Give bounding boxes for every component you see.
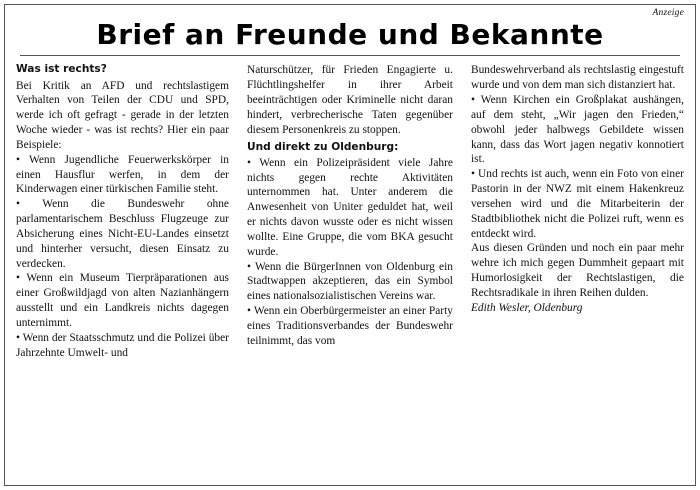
paragraph: • Wenn ein Oberbürgermeister an einer Party eines Traditionsverbandes der Bundeswehr teilnimmt, das vom <box>246 305 453 347</box>
paragraph: • Wenn Jugendliche Feuerwerkskörper in einen Hausflur werfen, in dem der Kinderwagen einer türkischen Familie steht. <box>16 153 229 196</box>
page-title: Brief an Freunde und Bekannte <box>96 18 604 51</box>
paragraph: • Wenn die BürgerInnen von Oldenburg ein Stadtwappen akzeptieren, das ein Symbol eines nationalsozialistischen Vereins war. <box>246 260 453 303</box>
paragraph: • Wenn Kirchen ein Großplakat aushängen, auf dem steht, „Wir jagen den Frieden,“ obwohl jeder halbwegs Gebildete wissen kann, dass das Wort jagen negativ konnotiert ist. <box>470 94 684 166</box>
paragraph: Naturschützer, für Frieden Engagierte u. Flüchtlingshelfer in ihrer Arbeit beeinträchtigen oder Kriminelle nicht daran hindert, verbrecherische Taten gegenüber diesem Personenkreis zu stoppen. <box>246 64 453 136</box>
paragraph: • Wenn der Staatsschmutz und die Polizei über Jahrzehnte Umwelt- und <box>16 331 229 359</box>
paragraph: Bei Kritik an AFD und rechtslastigem Verhalten von Teilen der CDU und SPD, werde ich oft gefragt - gerade in der letzten Woche wieder - was ist rechts? Hier ein paar Beispiele: <box>16 79 229 151</box>
column-three <box>462 63 686 315</box>
column-two-subhead: Und direkt zu Oldenburg: <box>246 140 399 153</box>
column-one <box>14 63 238 360</box>
paragraph: • Wenn die Bundeswehr ohne parlamentarischem Beschluss Flugzeuge zur Absicherung eines Nicht-EU-Landes einsetzt und hinterher versucht, diesen Einsatz zu verdecken. <box>16 198 229 270</box>
anzeige-label: Anzeige <box>652 8 684 18</box>
article-columns <box>14 63 686 360</box>
paragraph: Bundeswehrverband als rechtslastig eingestuft wurde und von dem man sich distanziert hat. <box>470 64 684 92</box>
title-divider <box>20 55 680 56</box>
column-two <box>238 63 462 348</box>
column-one-subhead: Was ist rechts? <box>16 63 107 76</box>
paragraph: • Und rechts ist auch, wenn ein Foto von einer Pastorin in der NWZ mit einem Hakenkreuz versehen wird und die Mitarbeiterin der Stadtbibliothek nicht die Polizei ruft, wenn es entdeckt wird. <box>470 168 684 240</box>
paragraph: • Wenn ein Polizeipräsident viele Jahre nichts gegen rechte Aktivitäten unternommen hat. Unter anderem die Anwesenheit von Uniter geduldet hat, weil er nichts davon wusste oder es nicht wissen wollte. Eine Gruppe, die vom BKA gesucht wurde. <box>246 156 453 258</box>
paragraph: Aus diesen Gründen und noch ein paar mehr wehre ich mich gegen Dummheit gepaart mit Humorlosigkeit der Rechtslastigen, die Rechtsradikale in ihren Reihen dulden. <box>470 242 684 299</box>
paragraph: • Wenn ein Museum Tierpräparationen aus einer Großwildjagd von alten Nazianhängern ausstellt und ein Landkreis nichts dagegen unternimmt. <box>16 272 229 329</box>
author-signature: Edith Wesler, Oldenburg <box>470 301 583 314</box>
